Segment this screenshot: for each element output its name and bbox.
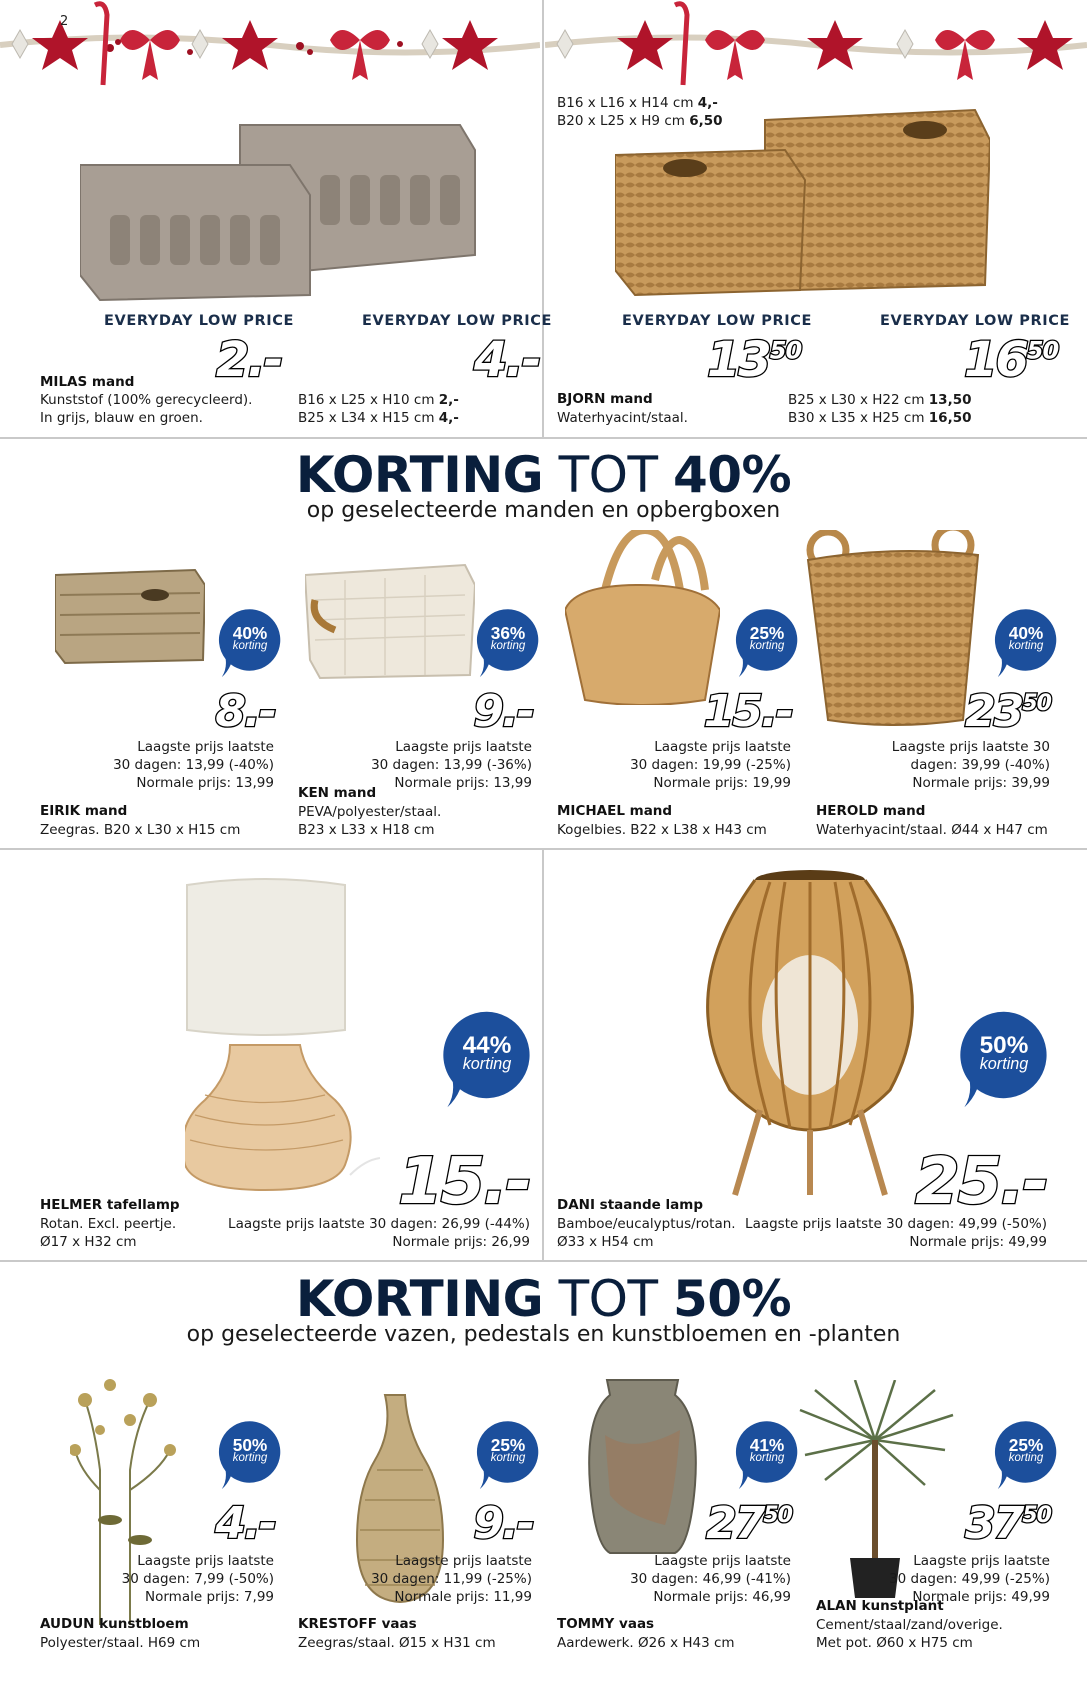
- christmas-garland-right: [545, 0, 1087, 95]
- decor-name-0: AUDUN kunstbloem: [40, 1616, 189, 1632]
- basket-price-info-3-2: dagen: 39,99 (-40%): [910, 757, 1050, 773]
- decor-discount-badge-0: [218, 1420, 282, 1492]
- decor-price-2: [706, 1498, 792, 1549]
- lamp-discount-badge-1: [959, 1010, 1049, 1111]
- basket-price-main-0: 8.-: [215, 686, 275, 737]
- basket-price-2: [703, 686, 792, 737]
- decor-discount-badge-2: [735, 1420, 799, 1492]
- basket-price-info-3-3: Normale prijs: 39,99: [912, 775, 1050, 791]
- milas-desc-1: Kunststof (100% gerecycleerd).: [40, 392, 253, 408]
- basket-discount-badge-3: [994, 608, 1058, 680]
- basket-badge-pct-2: 25%: [749, 623, 785, 644]
- decor-price-info-1-2: 30 dagen: 11,99 (-25%): [371, 1571, 532, 1587]
- decor-desc-1-1: Zeegras/staal. Ø15 x H31 cm: [298, 1635, 496, 1651]
- basket-desc-0-1: Zeegras. B20 x L30 x H15 cm: [40, 822, 241, 838]
- decor-price-info-2-3: Normale prijs: 46,99: [653, 1589, 791, 1605]
- eirik-basket-image: [55, 565, 205, 665]
- bjorn-price-large-main: 16: [964, 332, 1027, 388]
- page-number: 2: [60, 14, 69, 29]
- tommy-vase-image: [585, 1375, 700, 1555]
- bjorn-price-small: [707, 332, 802, 388]
- decor-price-main-2: 27: [706, 1498, 764, 1549]
- milas-size-2-price: 4,-: [438, 410, 459, 426]
- section2-headline-pct: 50%: [672, 1270, 792, 1328]
- decor-price-info-2-1: Laagste prijs laatste: [654, 1553, 791, 1569]
- decor-price-cents-3: 50: [1022, 1503, 1051, 1529]
- decor-price-info-1-3: Normale prijs: 11,99: [394, 1589, 532, 1605]
- bjorn-size-2-text: B30 x L35 x H25 cm: [788, 410, 929, 426]
- decor-price-cents-2: 50: [763, 1503, 792, 1529]
- decor-badge-pct-0: 50%: [232, 1435, 268, 1456]
- basket-badge-korting-2: korting: [749, 640, 785, 652]
- decor-badge-korting-0: korting: [232, 1452, 268, 1464]
- milas-size-1: [298, 391, 459, 409]
- decor-desc-2-1: Aardewerk. Ø26 x H43 cm: [557, 1635, 735, 1651]
- bjorn-name: BJORN mand: [557, 391, 653, 407]
- decor-name-2: TOMMY vaas: [557, 1616, 655, 1632]
- milas-size-1-price: 2,-: [438, 392, 459, 408]
- basket-badge-pct-3: 40%: [1008, 623, 1044, 644]
- basket-price-info-2-2: 30 dagen: 19,99 (-25%): [630, 757, 791, 773]
- basket-desc-1-2: B23 x L33 x H18 cm: [298, 822, 435, 838]
- bjorn-size-2-price: 16,50: [928, 410, 972, 426]
- milas-label-left: EVERYDAY LOW PRICE: [104, 313, 294, 329]
- decor-price-info-2-2: 30 dagen: 46,99 (-41%): [630, 1571, 791, 1587]
- lamp-discount-badge-0: [442, 1010, 532, 1111]
- decor-price-info-0-2: 30 dagen: 7,99 (-50%): [121, 1571, 274, 1587]
- milas-name: MILAS mand: [40, 374, 135, 390]
- lamp-price-info-0-1: Laagste prijs laatste 30 dagen: 26,99 (-44%): [228, 1216, 530, 1232]
- basket-price-1: [473, 686, 533, 737]
- divider-horizontal-1: [0, 437, 1087, 439]
- lamp-desc-1-1: Bamboe/eucalyptus/rotan.: [557, 1216, 736, 1232]
- decor-badge-korting-1: korting: [490, 1452, 526, 1464]
- milas-price-large: 4.-: [474, 332, 540, 388]
- basket-price-info-0-3: Normale prijs: 13,99: [136, 775, 274, 791]
- divider-vertical-top: [542, 0, 544, 437]
- helmer-lamp-image: [185, 875, 385, 1195]
- christmas-garland-left: [0, 0, 540, 95]
- section1-subhead: op geselecteerde manden en opbergboxen: [306, 498, 781, 523]
- lamp-price-main-0: 15.-: [398, 1145, 530, 1219]
- michael-basket-image: [565, 530, 720, 705]
- lamp-name-1: DANI staande lamp: [557, 1197, 703, 1213]
- basket-price-main-3: 23: [965, 686, 1023, 737]
- section1-headline: [0, 446, 1087, 504]
- lamp-price-1: [915, 1145, 1047, 1219]
- lamp-badge-pct-0: 44%: [462, 1031, 512, 1059]
- basket-badge-pct-1: 36%: [490, 623, 526, 644]
- divider-vertical-middle: [542, 848, 544, 1260]
- section2-subhead: op geselecteerde vazen, pedestals en kunstbloemen en -planten: [186, 1322, 901, 1347]
- decor-price-info-3-1: Laagste prijs laatste: [913, 1553, 1050, 1569]
- bjorn-size-2: [788, 409, 971, 427]
- basket-price-info-0-2: 30 dagen: 13,99 (-40%): [113, 757, 274, 773]
- decor-price-info-0-1: Laagste prijs laatste: [137, 1553, 274, 1569]
- basket-name-1: KEN mand: [298, 785, 377, 801]
- section2-headline-bold: KORTING: [295, 1270, 544, 1328]
- milas-size-2-text: B25 x L34 x H15 cm: [298, 410, 439, 426]
- divider-horizontal-3: [0, 1260, 1087, 1262]
- dani-lamp-image: [690, 860, 930, 1200]
- basket-price-3: [965, 686, 1051, 737]
- bjorn-size-1: [788, 391, 971, 409]
- ken-basket-image: [305, 560, 475, 680]
- basket-badge-pct-0: 40%: [232, 623, 268, 644]
- decor-price-3: [965, 1498, 1051, 1549]
- milas-label-right: EVERYDAY LOW PRICE: [362, 313, 552, 329]
- bjorn-price-small-cents: 50: [769, 336, 802, 365]
- decor-badge-pct-1: 25%: [490, 1435, 526, 1456]
- bjorn-size-1-price: 13,50: [928, 392, 972, 408]
- milas-size-2: [298, 409, 459, 427]
- basket-price-info-1-2: 30 dagen: 13,99 (-36%): [371, 757, 532, 773]
- bjorn-price-large: [964, 332, 1059, 388]
- decor-price-0: [215, 1498, 275, 1549]
- bjorn-top-size-1-text: B16 x L16 x H14 cm: [557, 95, 698, 111]
- section1-headline-light: TOT: [543, 446, 673, 504]
- lamp-badge-korting-1: korting: [979, 1055, 1029, 1073]
- basket-price-cents-3: 50: [1022, 691, 1051, 717]
- bjorn-top-size-2-price: 6,50: [689, 113, 723, 129]
- decor-name-1: KRESTOFF vaas: [298, 1616, 417, 1632]
- bjorn-label-right: EVERYDAY LOW PRICE: [880, 313, 1070, 329]
- bjorn-top-size-2-text: B20 x L25 x H9 cm: [557, 113, 690, 129]
- lamp-price-info-0-2: Normale prijs: 26,99: [392, 1234, 530, 1250]
- herold-basket-image: [803, 530, 983, 730]
- lamp-name-0: HELMER tafellamp: [40, 1197, 180, 1213]
- bjorn-price-large-cents: 50: [1026, 336, 1059, 365]
- basket-price-main-2: 15.-: [703, 686, 792, 737]
- milas-size-1-text: B16 x L25 x H10 cm: [298, 392, 439, 408]
- basket-name-0: EIRIK mand: [40, 803, 128, 819]
- basket-badge-korting-1: korting: [490, 640, 526, 652]
- bjorn-desc-1: Waterhyacint/staal.: [557, 410, 688, 426]
- basket-price-info-2-1: Laagste prijs laatste: [654, 739, 791, 755]
- milas-crates-image: [80, 105, 490, 305]
- milas-price-small: 2.-: [216, 332, 282, 388]
- basket-desc-1-1: PEVA/polyester/staal.: [298, 804, 442, 820]
- lamp-desc-0-2: Ø17 x H32 cm: [40, 1234, 137, 1250]
- lamp-desc-1-2: Ø33 x H54 cm: [557, 1234, 654, 1250]
- decor-desc-0-1: Polyester/staal. H69 cm: [40, 1635, 201, 1651]
- decor-price-info-1-1: Laagste prijs laatste: [395, 1553, 532, 1569]
- basket-discount-badge-1: [476, 608, 540, 680]
- decor-price-info-3-3: Normale prijs: 49,99: [912, 1589, 1050, 1605]
- section2-headline: [0, 1270, 1087, 1328]
- basket-price-info-0-1: Laagste prijs laatste: [137, 739, 274, 755]
- basket-desc-2-1: Kogelbies. B22 x L38 x H43 cm: [557, 822, 767, 838]
- basket-price-info-2-3: Normale prijs: 19,99: [653, 775, 791, 791]
- milas-desc-2: In grijs, blauw en groen.: [40, 410, 203, 426]
- lamp-badge-pct-1: 50%: [979, 1031, 1029, 1059]
- lamp-price-info-1-2: Normale prijs: 49,99: [909, 1234, 1047, 1250]
- decor-badge-pct-3: 25%: [1008, 1435, 1044, 1456]
- basket-name-2: MICHAEL mand: [557, 803, 673, 819]
- basket-price-info-3-1: Laagste prijs laatste 30: [891, 739, 1050, 755]
- bjorn-baskets-image: [615, 100, 990, 300]
- basket-price-main-1: 9.-: [473, 686, 533, 737]
- decor-desc-3-2: Met pot. Ø60 x H75 cm: [816, 1635, 973, 1651]
- lamp-price-0: [398, 1145, 530, 1219]
- basket-price-info-1-1: Laagste prijs laatste: [395, 739, 532, 755]
- basket-desc-3-1: Waterhyacint/staal. Ø44 x H47 cm: [816, 822, 1048, 838]
- section1-headline-bold: KORTING: [295, 446, 544, 504]
- decor-price-1: [473, 1498, 533, 1549]
- decor-badge-korting-3: korting: [1008, 1452, 1044, 1464]
- decor-desc-3-1: Cement/staal/zand/overige.: [816, 1617, 1003, 1633]
- basket-price-0: [215, 686, 275, 737]
- lamp-desc-0-1: Rotan. Excl. peertje.: [40, 1216, 177, 1232]
- decor-name-3: ALAN kunstplant: [816, 1598, 944, 1614]
- decor-price-info-3-2: 30 dagen: 49,99 (-25%): [889, 1571, 1050, 1587]
- lamp-price-main-1: 25.-: [915, 1145, 1047, 1219]
- basket-discount-badge-0: [218, 608, 282, 680]
- basket-name-3: HEROLD mand: [816, 803, 926, 819]
- basket-badge-korting-0: korting: [232, 640, 268, 652]
- decor-price-main-0: 4.-: [215, 1498, 275, 1549]
- lamp-badge-korting-0: korting: [462, 1055, 512, 1073]
- decor-price-info-0-3: Normale prijs: 7,99: [145, 1589, 274, 1605]
- decor-price-main-3: 37: [965, 1498, 1023, 1549]
- decor-badge-pct-2: 41%: [749, 1435, 785, 1456]
- basket-discount-badge-2: [735, 608, 799, 680]
- decor-discount-badge-3: [994, 1420, 1058, 1492]
- lamp-price-info-1-1: Laagste prijs laatste 30 dagen: 49,99 (-50%): [745, 1216, 1047, 1232]
- decor-badge-korting-2: korting: [749, 1452, 785, 1464]
- section2-headline-light: TOT: [543, 1270, 673, 1328]
- basket-price-info-1-3: Normale prijs: 13,99: [394, 775, 532, 791]
- bjorn-size-1-text: B25 x L30 x H22 cm: [788, 392, 929, 408]
- decor-price-main-1: 9.-: [473, 1498, 533, 1549]
- basket-badge-korting-3: korting: [1008, 640, 1044, 652]
- bjorn-price-small-main: 13: [707, 332, 770, 388]
- decor-discount-badge-1: [476, 1420, 540, 1492]
- bjorn-top-size-1-price: 4,-: [697, 95, 718, 111]
- section1-headline-pct: 40%: [672, 446, 792, 504]
- bjorn-label-left: EVERYDAY LOW PRICE: [622, 313, 812, 329]
